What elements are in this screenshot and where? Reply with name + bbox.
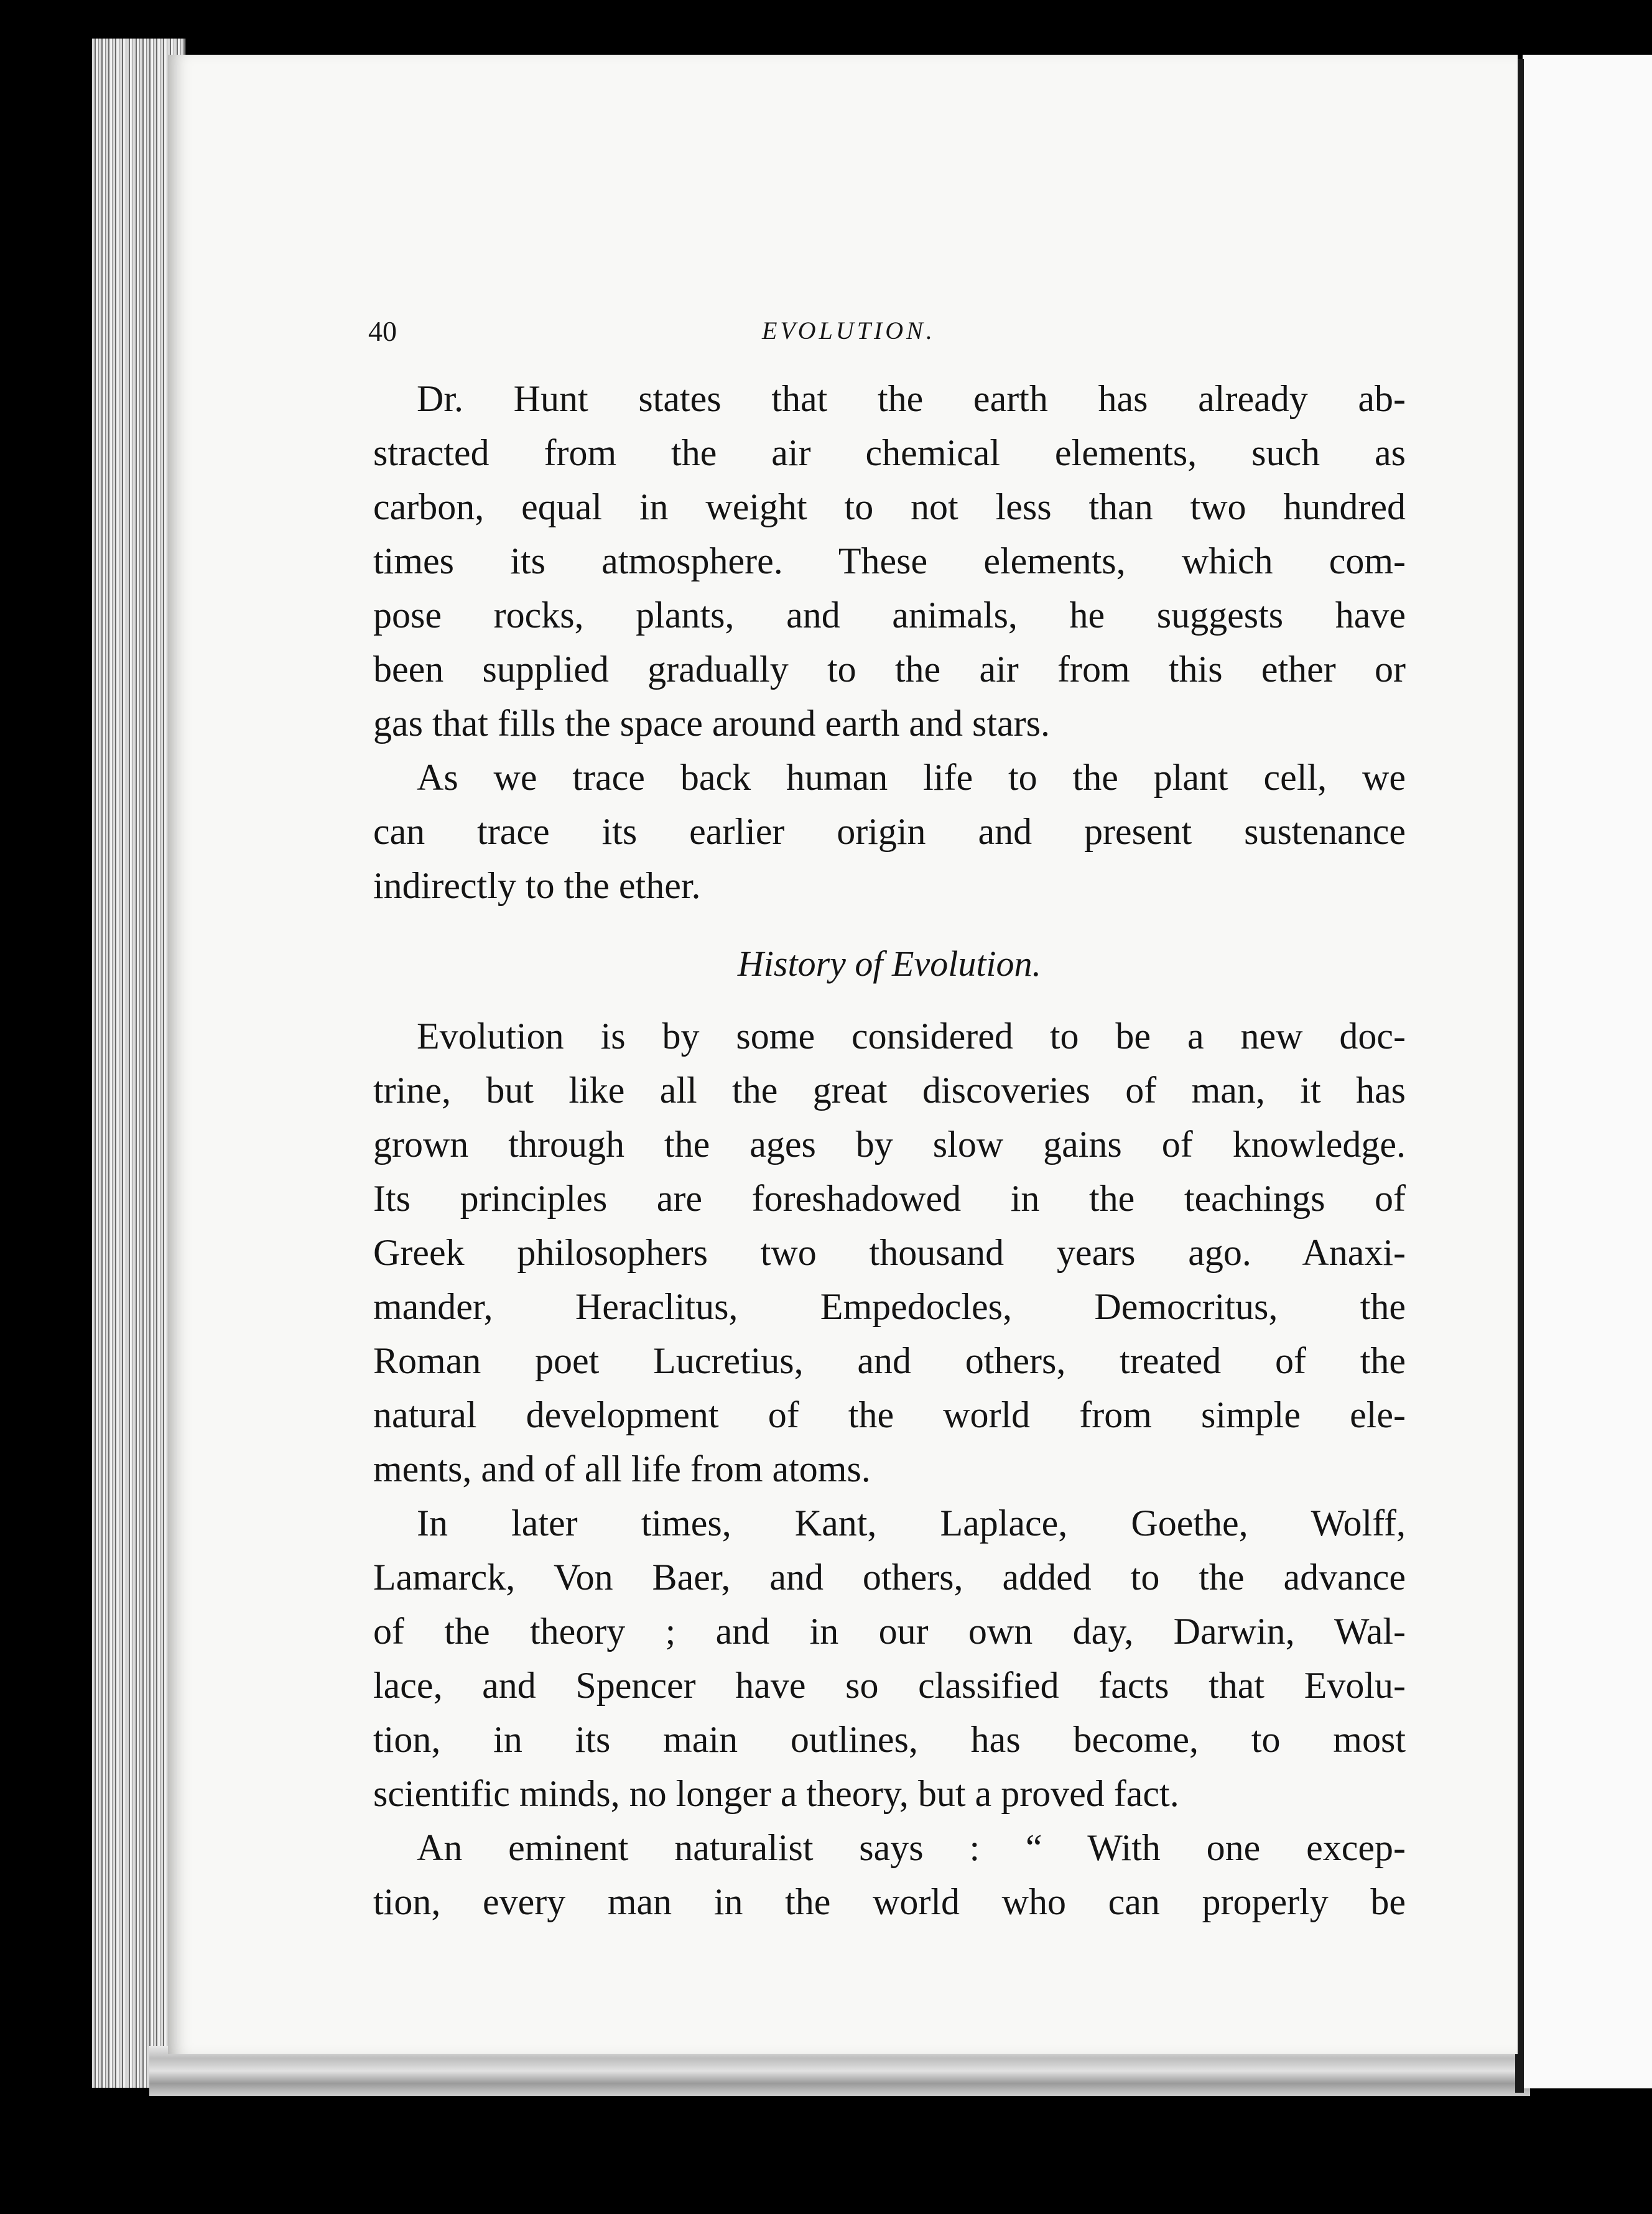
text-line: tion, in its main outlines, has become, to most bbox=[373, 1719, 1406, 1760]
text-line: can trace its earlier origin and present sustenance bbox=[373, 811, 1406, 852]
text-line: grown through the ages by slow gains of knowledge. bbox=[373, 1124, 1406, 1165]
text-line: been supplied gradually to the air from this ether or bbox=[373, 649, 1406, 690]
text-line: Evolution is by some considered to be a new doc- bbox=[417, 1016, 1406, 1057]
text-line: ments, and of all life from atoms. bbox=[373, 1448, 871, 1489]
text-line: scientific minds, no longer a theory, but a proved fact. bbox=[373, 1773, 1179, 1814]
page-number: 40 bbox=[368, 315, 397, 347]
page-header bbox=[168, 315, 1518, 358]
text-line: An eminent naturalist says : “ With one excep- bbox=[417, 1827, 1406, 1868]
text-line: Its principles are foreshadowed in the teachings of bbox=[373, 1178, 1406, 1219]
text-line: As we trace back human life to the plant cell, we bbox=[417, 757, 1406, 798]
text-line: trine, but like all the great discoveries of man, it has bbox=[373, 1070, 1406, 1111]
text-line: tion, every man in the world who can properly be bbox=[373, 1881, 1406, 1922]
paragraph bbox=[373, 1009, 1406, 1496]
paragraph bbox=[373, 1496, 1406, 1821]
section-heading: History of Evolution. bbox=[737, 943, 1042, 984]
text-line: mander, Heraclitus, Empedocles, Democritus, the bbox=[373, 1286, 1406, 1327]
text-line: Dr. Hunt states that the earth has already ab- bbox=[417, 378, 1406, 419]
running-title: EVOLUTION. bbox=[762, 317, 935, 345]
text-line: pose rocks, plants, and animals, he suggests have bbox=[373, 595, 1406, 636]
text-line: stracted from the air chemical elements, such as bbox=[373, 432, 1406, 473]
text-line: carbon, equal in weight to not less than two hundred bbox=[373, 486, 1406, 527]
paragraph bbox=[373, 1821, 1406, 1929]
facing-page bbox=[1523, 55, 1652, 2088]
text-line: lace, and Spencer have so classified facts that Evolu- bbox=[373, 1665, 1406, 1706]
text-line: Roman poet Lucretius, and others, treated of the bbox=[373, 1340, 1406, 1381]
text-line: In later times, Kant, Laplace, Goethe, Wolff, bbox=[417, 1503, 1406, 1544]
text-line: of the theory ; and in our own day, Darwin, Wal- bbox=[373, 1611, 1406, 1652]
text-line: times its atmosphere. These elements, which com- bbox=[373, 540, 1406, 581]
paragraph bbox=[373, 372, 1406, 751]
text-line: indirectly to the ether. bbox=[373, 865, 701, 906]
body-text bbox=[373, 372, 1406, 1929]
page bbox=[168, 55, 1518, 2054]
text-line: natural development of the world from simple ele- bbox=[373, 1394, 1406, 1435]
text-line: Lamarck, Von Baer, and others, added to the advance bbox=[373, 1557, 1406, 1598]
text-line: gas that fills the space around earth and stars. bbox=[373, 703, 1050, 744]
text-line: Greek philosophers two thousand years ago. Anaxi- bbox=[373, 1232, 1406, 1273]
paragraph bbox=[373, 751, 1406, 913]
